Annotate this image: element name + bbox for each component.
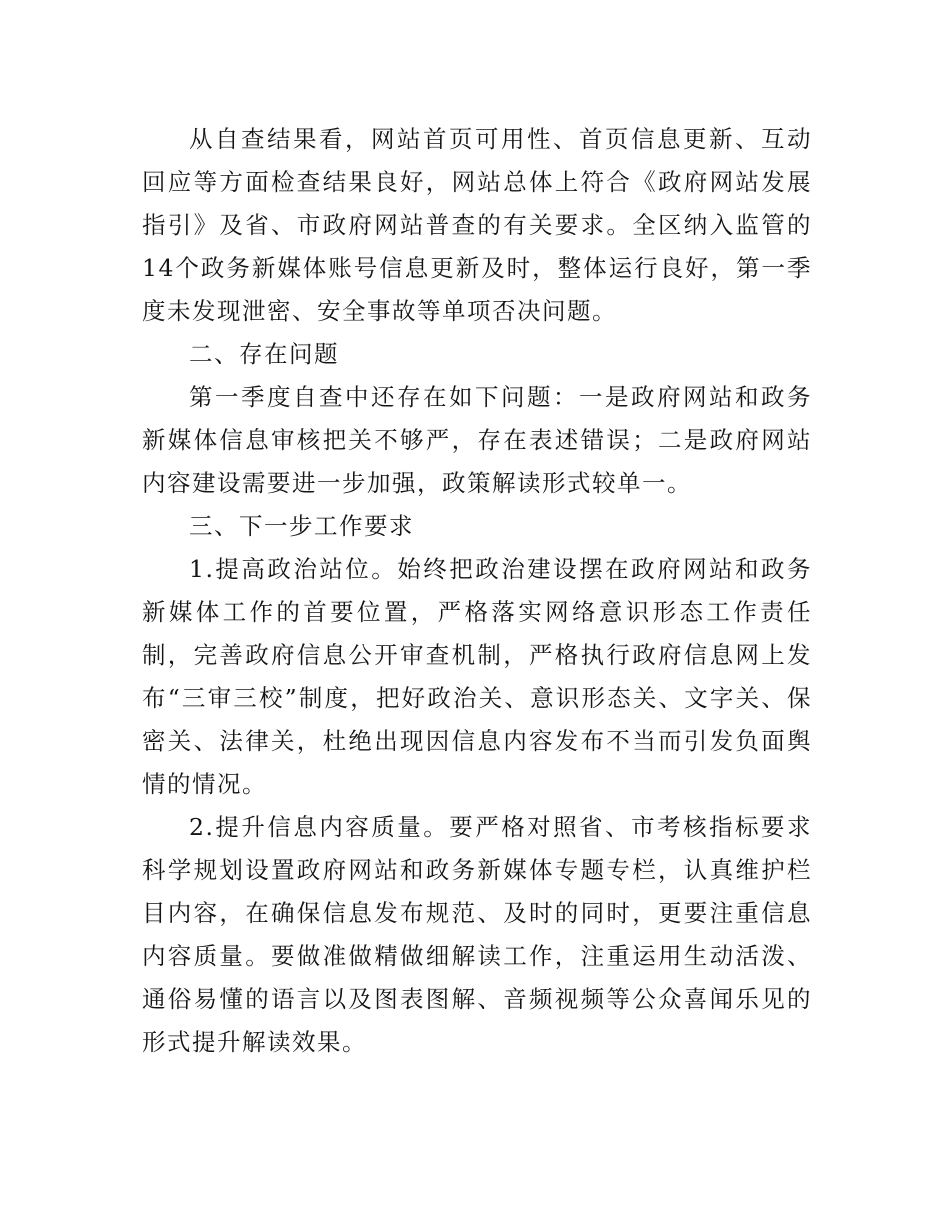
- section-heading-next-steps: 三、下一步工作要求: [189, 512, 414, 540]
- paragraph-political-stance: 1.提高政治站位。始终把政治建设摆在政府网站和政务新媒体工作的首要位置，严格落实网络意识形态工作责任制，完善政府信息公开审查机制，严格执行政府信息网上发布“三审三校”制度，把好政治关、意识形态关、文字关、保密关、法律关，杜绝出现因信息内容发布不当而引发负面舆情的情况。: [142, 555, 812, 798]
- section-heading-existing-problems: 二、存在问题: [189, 340, 339, 368]
- paragraph-problems: 第一季度自查中还存在如下问题：一是政府网站和政务新媒体信息审核把关不够严，存在表述错误；二是政府网站内容建设需要进一步加强，政策解读形式较单一。: [142, 383, 812, 497]
- paragraph-self-check-results: 从自查结果看，网站首页可用性、首页信息更新、互动回应等方面检查结果良好，网站总体上符合《政府网站发展指引》及省、市政府网站普查的有关要求。全区纳入监管的14个政务新媒体账号信息更新及时，整体运行良好，第一季度未发现泄密、安全事故等单项否决问题。: [142, 125, 812, 325]
- document-body: [142, 118, 812, 1064]
- paragraph-content-quality: 2.提升信息内容质量。要严格对照省、市考核指标要求科学规划设置政府网站和政务新媒体专题专栏，认真维护栏目内容，在确保信息发布规范、及时的同时，更要注重信息内容质量。要做准做精做细解读工作，注重运用生动活泼、通俗易懂的语言以及图表图解、音频视频等公众喜闻乐见的形式提升解读效果。: [142, 813, 812, 1056]
